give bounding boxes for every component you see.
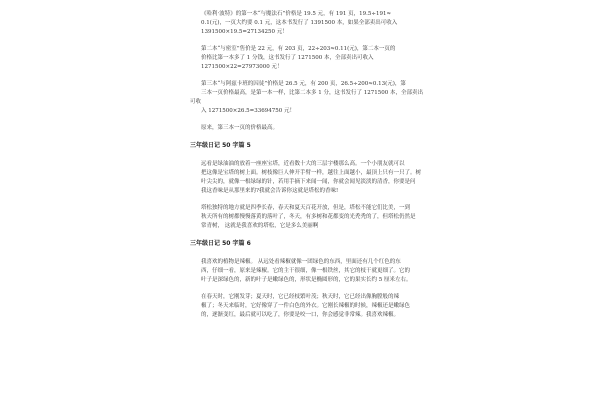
section-heading-5: 三年级日记 50 字篇 5: [190, 142, 251, 149]
paragraph-conclusion: 原来，第三本一页的价格最高。: [201, 125, 279, 131]
text-line: 我喜欢的植物是辣椒。 从远处看辣椒就像一团绿色的东西，里面还有几个红色的东: [201, 259, 401, 265]
text-line: 第二本“与密室”售价是 22 元，有 203 页，22÷203≈0.11(元)，第二本一页的: [201, 46, 396, 52]
text-line: 《哈利·波特》的第一本“与魔法石”价格是 19.5 元，有 191 页，19.5÷191≈: [201, 11, 392, 17]
text-line: 价格比第一本多了 1 分钱，这书发行了 1271500 本，全部卖出可收入: [201, 55, 374, 61]
paragraph-tower-pine-look: [190, 160, 426, 196]
document-page: [190, 10, 426, 328]
text-line: 叶尖尖的，就像一根绿绿的针，若用手摘下来闻一闻，你就会闻见淡淡的清香，你要是问: [201, 179, 416, 185]
paragraph-book-one: [190, 10, 426, 37]
text-line: 椒了；冬天来临时，它好像穿了一件白色的外衣。它刚长辣椒的时候，辣椒还是嫩绿色: [201, 303, 411, 309]
text-line: 塔松独特的地方就是四季长春，春天和夏天百花开放，但是，塔松不能它们比美，一到: [201, 205, 411, 211]
section-heading-6: 三年级日记 50 字篇 6: [190, 240, 251, 247]
text-line: 常青树， 这就是我喜欢的塔松，它是多么美丽啊: [201, 223, 319, 229]
text-line: 我这香味是从那里来的?我就会告诉你这就是塔松的香味!: [201, 188, 339, 194]
text-line: 远看是绿油油的放着一座座宝塔，近看数十大的三层宇楼那么高。一个小朋友就可以: [201, 161, 405, 167]
text-line: 在春天时，它刚发芽；夏天时，它已经枝繁叶茂；秋天时，它已经出像胸膛般的辣: [201, 294, 400, 300]
paragraph-pepper-seasons: [190, 293, 426, 320]
text-line: 的，逐渐变红，最后就可以吃了，你要是咬一口，你会感觉非常辣。我喜欢辣椒。: [201, 312, 400, 318]
paragraph-pepper-look: [190, 258, 426, 285]
text-line: 秋天所有的树都慢慢落黄的落叶了，冬天，有多树和花都变的光秃秃的了，但塔松仍然是: [201, 214, 416, 220]
text-line: 叶子是深绿色的，新的叶子是嫩绿色的，形状是椭圆形的，它的果实长约 5 厘米左右。: [201, 277, 412, 283]
text-line: 入 1271500×26.5=33694750 元！: [201, 108, 295, 114]
paragraph-book-two: [190, 45, 426, 72]
text-line: 1391500×19.5=27134250 元！: [201, 29, 288, 35]
text-line: 西，仔细一看，原来是辣椒。它的主干很细，像一根铁丝，其它的枝干就更细了。它的: [201, 268, 411, 274]
text-line: 三本一页价格最高，是第一本一样，比第二本多 1 分，这书发行了 1271500 本，全部卖出可收: [190, 90, 423, 105]
text-line: 第三本“与阿兹卡班的囚徒”价格是 26.5 元，有 200 页，26.5÷200≈0.13(元)，第: [201, 81, 406, 87]
text-line: 1271500×22=27973000 元！: [201, 64, 283, 70]
text-line: 0.1(元)，一页大约要 0.1 元，这本书发行了 1391500 本，如果全部卖出可收入: [201, 20, 398, 26]
paragraph-book-three: [190, 80, 426, 116]
text-line: 把这像是宝塔的树上面。树枝像巨人伸开手臂一样，越往上面越小，最顶上只有一只了。树: [201, 170, 422, 176]
paragraph-tower-pine-seasons: [190, 204, 426, 231]
